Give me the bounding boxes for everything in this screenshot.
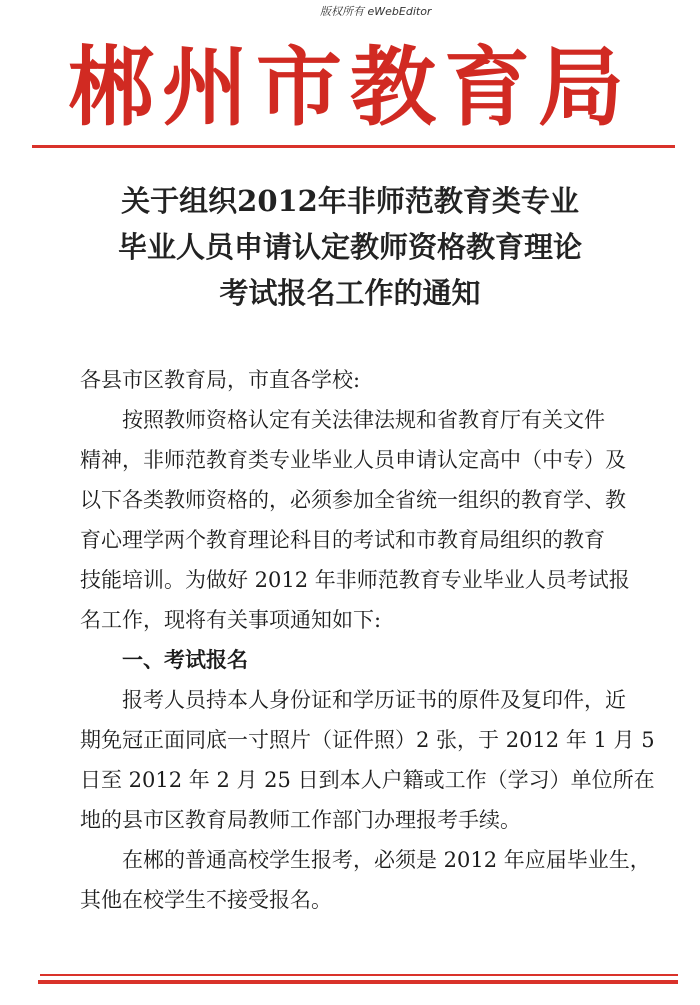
- title-line: 考试报名工作的通知: [219, 276, 481, 310]
- paragraph-line: 技能培训。为做好 2012 年非师范教育专业毕业人员考试报: [80, 568, 630, 592]
- paragraph-line: 育心理学两个教育理论科目的考试和市教育局组织的教育: [80, 528, 605, 552]
- masthead-title: 郴州市教育局: [68, 38, 632, 138]
- paragraph-line: 期免冠正面同底一寸照片（证件照）2 张，于 2012 年 1 月 5: [80, 728, 655, 752]
- paragraph-line: 精神，非师范教育类专业毕业人员申请认定高中（中专）及: [80, 448, 626, 472]
- footer-rule-thick: [38, 980, 678, 984]
- document-body: [80, 360, 655, 920]
- title-line: 毕业人员申请认定教师资格教育理论: [117, 230, 582, 264]
- masthead-rule: [32, 145, 675, 148]
- document-title: [0, 178, 700, 316]
- paragraph-line: 日至 2012 年 2 月 25 日到本人户籍或工作（学习）单位所在: [80, 768, 655, 792]
- paragraph-line: 按照教师资格认定有关法律法规和省教育厅有关文件: [122, 408, 605, 432]
- section-heading: 一、考试报名: [122, 648, 248, 672]
- paragraph-line: 名工作，现将有关事项通知如下:: [80, 608, 382, 632]
- paragraph-line: 在郴的普通高校学生报考，必须是 2012 年应届毕业生，: [122, 848, 651, 872]
- salutation: 各县市区教育局，市直各学校:: [80, 368, 361, 392]
- title-line: 关于组织2012年非师范教育类专业: [121, 184, 579, 218]
- paragraph-line: 以下各类教师资格的，必须参加全省统一组织的教育学、教: [80, 488, 626, 512]
- paragraph-line: 其他在校学生不接受报名。: [80, 888, 332, 912]
- footer-rule-thin: [40, 974, 678, 976]
- paragraph-line: 报考人员持本人身份证和学历证书的原件及复印件，近: [122, 688, 626, 712]
- paragraph-line: 地的县市区教育局教师工作部门办理报考手续。: [80, 808, 521, 832]
- watermark-text: 版权所有 eWebEditor: [320, 5, 432, 18]
